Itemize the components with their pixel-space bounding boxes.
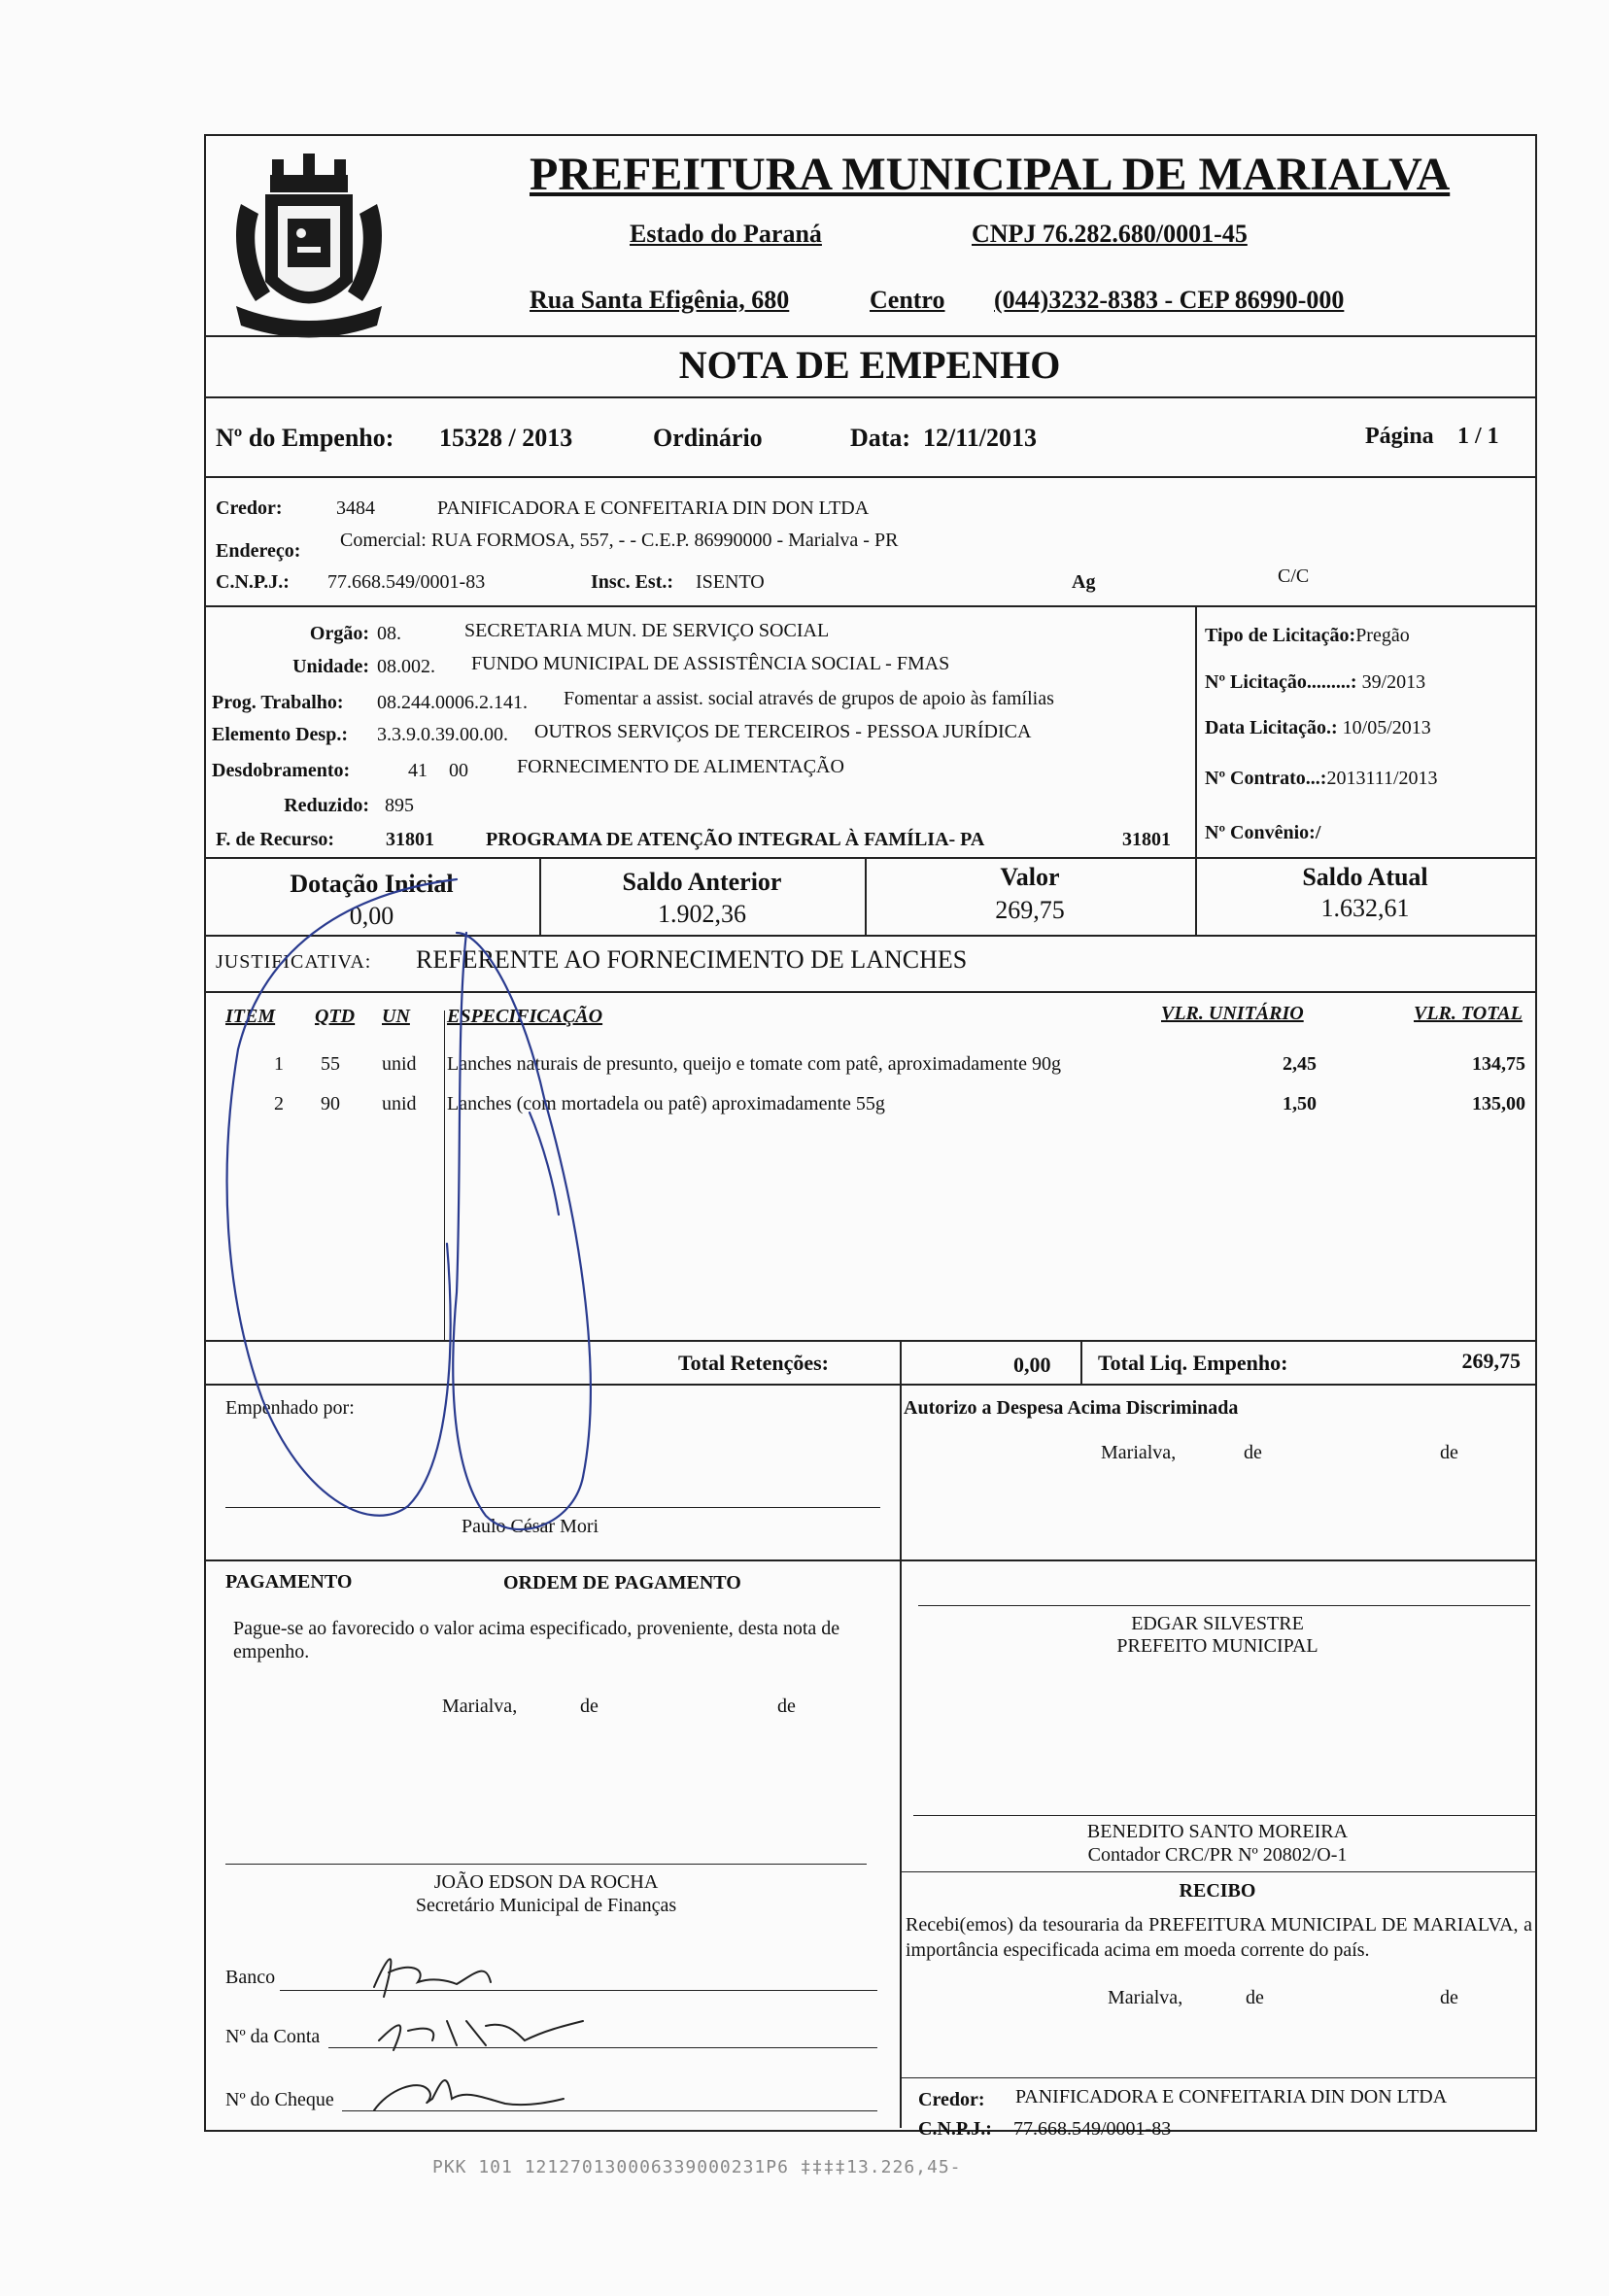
ag-label: Ag xyxy=(1072,571,1096,593)
tipo-licitacao-value: Pregão xyxy=(1355,625,1410,646)
prog-trabalho-code: 08.244.0006.2.141. xyxy=(377,692,528,713)
row-un: unid xyxy=(382,1093,417,1114)
address-label: Endereço: xyxy=(216,540,301,562)
cheque-label: Nº do Cheque xyxy=(225,2089,334,2110)
reduzido-value: 895 xyxy=(385,795,414,816)
credor-code: 3484 xyxy=(336,497,375,519)
recurso-name: PROGRAMA DE ATENÇÃO INTEGRAL À FAMÍLIA- PA xyxy=(486,829,985,850)
row-un: unid xyxy=(382,1053,417,1075)
row-spec: Lanches naturais de presunto, queijo e tomate com patê, aproximadamente 90g xyxy=(447,1053,1062,1075)
dotacao-value: 0,00 xyxy=(349,902,394,930)
prog-trabalho-label: Prog. Trabalho: xyxy=(212,692,344,713)
desdobramento-sub: 00 xyxy=(449,760,468,781)
retencoes-value: 0,00 xyxy=(1013,1353,1051,1377)
secretario-role: Secretário Municipal de Finanças xyxy=(415,1895,677,1916)
credor-cnpj: 77.668.549/0001-83 xyxy=(327,571,486,593)
prefeito-role: PREFEITO MUNICIPAL xyxy=(1116,1635,1318,1657)
orgao-code: 08. xyxy=(377,623,401,644)
col-vlr-unitario: VLR. UNITÁRIO xyxy=(1161,1003,1304,1024)
desdobramento-code: 41 xyxy=(408,760,428,781)
row-item: 2 xyxy=(274,1093,284,1114)
credor-label: Credor: xyxy=(216,497,283,519)
credor-address: Comercial: RUA FORMOSA, 557, - - C.E.P. 86990000 - Marialva - PR xyxy=(340,530,899,551)
machine-code: PKK 101 121270130006339000231P6 ‡‡‡‡13.226,45- xyxy=(432,2157,962,2177)
liquido-label: Total Liq. Empenho: xyxy=(1098,1351,1288,1375)
recibo-label: RECIBO xyxy=(1179,1880,1256,1902)
page-number: 1 / 1 xyxy=(1457,424,1499,449)
ordem-de-1: de xyxy=(580,1696,599,1717)
contador-name: BENEDITO SANTO MOREIRA xyxy=(1086,1821,1349,1842)
empenho-date: 12/11/2013 xyxy=(923,424,1038,452)
data-licitacao-value: 10/05/2013 xyxy=(1342,717,1431,738)
recurso-code: 31801 xyxy=(386,829,434,850)
row-qtd: 55 xyxy=(321,1053,340,1075)
num-contrato-label: Nº Contrato...: xyxy=(1205,768,1327,789)
banco-label: Banco xyxy=(225,1967,276,1988)
prefeito-name: EDGAR SILVESTRE xyxy=(1131,1613,1304,1634)
unidade-name: FUNDO MUNICIPAL DE ASSISTÊNCIA SOCIAL - FMAS xyxy=(471,653,950,674)
ordem-de-2: de xyxy=(777,1696,796,1717)
ordem-text: Pague-se ao favorecido o valor acima especificado, proveniente, desta nota de empenho. xyxy=(233,1618,840,1662)
retencoes-label: Total Retenções: xyxy=(678,1351,829,1375)
empenho-number: 15328 / 2013 xyxy=(439,424,573,452)
empenhado-label: Empenhado por: xyxy=(225,1397,355,1419)
recibo-de-1: de xyxy=(1246,1987,1264,2008)
tipo-licitacao-label: Tipo de Licitação: xyxy=(1205,625,1356,646)
col-qtd: QTD xyxy=(315,1006,356,1027)
phone-cep: (044)3232-8383 - CEP 86990-000 xyxy=(994,286,1345,314)
municipality-cnpj: CNPJ 76.282.680/0001-45 xyxy=(972,220,1248,248)
recibo-place: Marialva, xyxy=(1108,1987,1183,2008)
reduzido-label: Reduzido: xyxy=(284,795,369,816)
row-total: 134,75 xyxy=(1472,1053,1525,1075)
desdobramento-label: Desdobramento: xyxy=(212,760,351,781)
elemento-name: OUTROS SERVIÇOS DE TERCEIROS - PESSOA JURÍDICA xyxy=(534,721,1032,742)
ordem-label: ORDEM DE PAGAMENTO xyxy=(503,1572,741,1593)
cc-label: C/C xyxy=(1278,565,1310,587)
state-label: Estado do Paraná xyxy=(630,220,822,248)
col-especificacao: ESPECIFICAÇÃO xyxy=(447,1006,603,1027)
saldo-atual-value: 1.632,61 xyxy=(1320,894,1410,922)
justificativa-label: JUSTIFICATIVA: xyxy=(216,951,372,973)
liquido-value: 269,75 xyxy=(1461,1349,1521,1373)
page-label: Página xyxy=(1365,424,1434,449)
recibo-credor: PANIFICADORA E CONFEITARIA DIN DON LTDA xyxy=(1015,2086,1448,2108)
num-contrato-value: 2013111/2013 xyxy=(1326,768,1438,789)
recibo-text: Recebi(emos) da tesouraria da PREFEITURA MUNICIPAL DE MARIALVA, a importância especificada acima em moeda corrente do país. xyxy=(906,1914,1532,1961)
document-title: NOTA DE EMPENHO xyxy=(678,343,1061,387)
justificativa-text: REFERENTE AO FORNECIMENTO DE LANCHES xyxy=(416,945,968,974)
row-spec: Lanches (com mortadela ou patê) aproximadamente 55g xyxy=(447,1093,885,1114)
empenho-type: Ordinário xyxy=(653,424,763,452)
num-convenio-label: Nº Convênio:/ xyxy=(1205,822,1321,843)
orgao-name: SECRETARIA MUN. DE SERVIÇO SOCIAL xyxy=(464,620,830,641)
street-address: Rua Santa Efigênia, 680 xyxy=(530,286,790,314)
col-un: UN xyxy=(382,1006,410,1027)
insc-est: ISENTO xyxy=(696,571,765,593)
orgao-label: Orgão: xyxy=(309,623,369,644)
valor-value: 269,75 xyxy=(995,896,1065,924)
empenho-number-label: Nº do Empenho: xyxy=(216,424,394,452)
recurso-code-2: 31801 xyxy=(1122,829,1171,850)
saldo-atual-label: Saldo Atual xyxy=(1302,863,1428,891)
autorizo-place: Marialva, xyxy=(1101,1442,1177,1463)
row-total: 135,00 xyxy=(1472,1093,1525,1114)
saldo-anterior-value: 1.902,36 xyxy=(658,900,746,928)
insc-est-label: Insc. Est.: xyxy=(591,571,674,593)
valor-label: Valor xyxy=(1000,863,1060,891)
col-vlr-total: VLR. TOTAL xyxy=(1414,1003,1523,1024)
recibo-credor-label: Credor: xyxy=(918,2089,985,2110)
pagamento-label: PAGAMENTO xyxy=(225,1571,353,1593)
credor-cnpj-label: C.N.P.J.: xyxy=(216,571,290,593)
num-licitacao-label: Nº Licitação.........: xyxy=(1205,671,1357,693)
data-licitacao-label: Data Licitação.: xyxy=(1205,717,1338,738)
row-item: 1 xyxy=(274,1053,284,1075)
elemento-label: Elemento Desp.: xyxy=(212,724,348,745)
unidade-code: 08.002. xyxy=(377,656,435,677)
autorizo-label: Autorizo a Despesa Acima Discriminada xyxy=(904,1397,1239,1419)
unidade-label: Unidade: xyxy=(292,656,369,677)
prog-trabalho-name: Fomentar a assist. social através de grupos de apoio às famílias xyxy=(564,688,1054,709)
recibo-cnpj-label: C.N.P.J.: xyxy=(918,2118,992,2140)
municipality-title: PREFEITURA MUNICIPAL DE MARIALVA xyxy=(530,149,1451,200)
contador-role: Contador CRC/PR Nº 20802/O-1 xyxy=(1087,1844,1348,1866)
empenho-date-label: Data: xyxy=(850,424,911,452)
dotacao-label: Dotação Inicial xyxy=(290,870,454,898)
recibo-de-2: de xyxy=(1440,1987,1458,2008)
row-unit: 2,45 xyxy=(1283,1053,1317,1075)
autorizo-de-1: de xyxy=(1244,1442,1262,1463)
row-qtd: 90 xyxy=(321,1093,340,1114)
district-label: Centro xyxy=(870,286,945,314)
desdobramento-name: FORNECIMENTO DE ALIMENTAÇÃO xyxy=(517,756,844,777)
num-licitacao-value: 39/2013 xyxy=(1361,671,1426,693)
elemento-code: 3.3.9.0.39.00.00. xyxy=(377,724,508,745)
row-unit: 1,50 xyxy=(1283,1093,1317,1114)
secretario-name: JOÃO EDSON DA ROCHA xyxy=(433,1871,659,1893)
autorizo-de-2: de xyxy=(1440,1442,1458,1463)
saldo-anterior-label: Saldo Anterior xyxy=(622,868,782,896)
conta-label: Nº da Conta xyxy=(225,2026,321,2047)
empenhado-name: Paulo César Mori xyxy=(462,1516,599,1537)
col-item: ITEM xyxy=(225,1006,276,1027)
recurso-label: F. de Recurso: xyxy=(216,829,335,850)
ordem-place: Marialva, xyxy=(442,1696,518,1717)
credor-name: PANIFICADORA E CONFEITARIA DIN DON LTDA xyxy=(437,497,870,519)
recibo-cnpj: 77.668.549/0001-83 xyxy=(1013,2118,1172,2140)
